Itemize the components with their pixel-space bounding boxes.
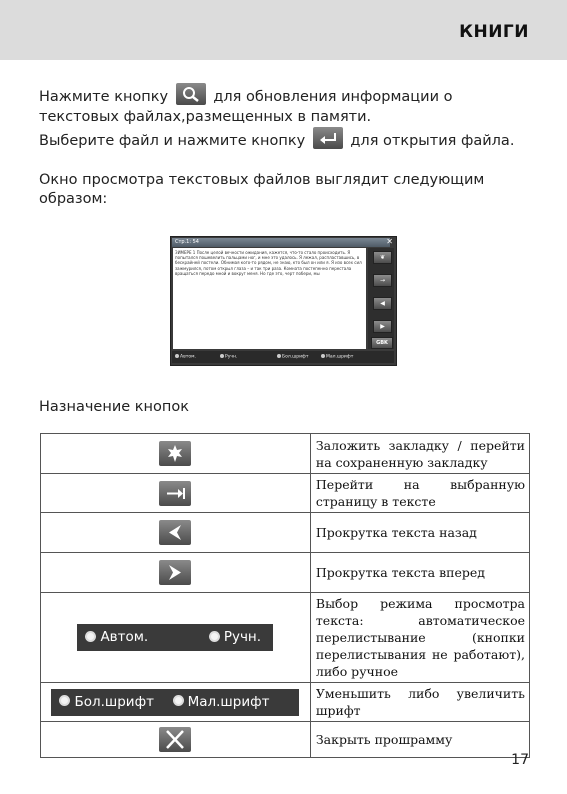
table-row <box>41 593 530 683</box>
button-description: Заложить закладку / перейти на сохраненную закладку <box>310 434 529 474</box>
viewer-text-area: ЗИМЕРЕ 1 После целой вечности ожидания, кажется, что-то стало происходить. Я попытался пошевелить пальцами ног, и мне это удалось. Я лежал, распластавшись, в бескрайней постели. Обнимая кого-то рядом, не знаю, кто был он или я. Я изо всех сил зажмурился, потом открыл глаза – и так три раза. Комната постепенно перестала вращаться передо мной и вокруг меня. Но где это, черт побери, мы <box>173 248 366 349</box>
table-row <box>41 474 530 513</box>
table-row <box>41 434 530 474</box>
table-row <box>41 722 530 758</box>
radio-big-font-icon <box>59 695 70 706</box>
intro-text: для открытия файла. <box>350 133 515 149</box>
arrow-left-icon <box>159 520 191 545</box>
enter-open-button <box>313 127 343 149</box>
manual-label: Ручн. <box>223 629 262 645</box>
bookmark-leaf-icon: ❦ <box>373 251 392 264</box>
section-title: Назначение кнопок <box>39 399 190 415</box>
table-row <box>41 513 530 553</box>
viewer-page-indicator: Стр.1: 54 <box>175 239 199 245</box>
page-number: 17 <box>511 752 529 768</box>
viewer-side-buttons <box>368 248 394 349</box>
viewer-options-bar <box>172 351 394 363</box>
auto-manual-toggle <box>77 624 273 651</box>
search-icon <box>176 83 206 105</box>
buttons-table <box>40 433 530 758</box>
intro-paragraph-open <box>39 130 529 152</box>
table-row <box>41 553 530 593</box>
close-x-icon <box>159 727 191 752</box>
intro-paragraph-viewer: Окно просмотра текстовых файлов выглядит следующим образом: <box>39 172 485 207</box>
arrow-right-icon <box>159 560 191 585</box>
intro-paragraph-refresh <box>39 86 529 127</box>
option-auto: Автом. <box>175 354 196 360</box>
table-row <box>41 683 530 722</box>
text-viewer-screenshot <box>170 236 397 366</box>
viewer-title-bar <box>172 238 390 247</box>
gbk-button: GBK <box>371 337 393 349</box>
small-font-label: Мал.шрифт <box>187 693 270 710</box>
page-header <box>0 0 567 60</box>
radio-auto-icon <box>85 631 96 642</box>
button-description: Закрыть прошрамму <box>310 722 529 758</box>
button-description: Перейти на выбранную страницу в тексте <box>310 474 529 513</box>
option-big-font: Бол.шрифт <box>277 354 309 360</box>
arrow-left-icon: ◀ <box>373 297 392 310</box>
enter-icon <box>313 127 343 149</box>
intro-text: Нажмите кнопку <box>39 89 169 105</box>
option-small-font: Мал.шрифт <box>321 354 353 360</box>
page-title: КНИГИ <box>459 22 529 42</box>
arrow-right-icon: ▶ <box>373 320 392 333</box>
search-refresh-button <box>176 83 206 105</box>
intro-text: для обновления информации о текстовых файлах,размещенных в памяти. <box>39 89 453 125</box>
goto-page-icon: → <box>373 274 392 287</box>
button-description: Выбор режима просмотра текста: автоматическое перелистывание (кнопки перелистывания не работают), либо ручное <box>310 593 529 683</box>
option-manual: Ручн. <box>220 354 237 360</box>
big-font-label: Бол.шрифт <box>74 693 154 710</box>
button-description: Прокрутка текста вперед <box>310 553 529 593</box>
radio-small-font-icon <box>173 695 184 706</box>
auto-label: Автом. <box>100 629 149 645</box>
radio-manual-icon <box>209 631 220 642</box>
font-size-toggle <box>51 689 299 716</box>
close-icon: ✕ <box>386 237 393 246</box>
bookmark-leaf-icon <box>159 441 191 466</box>
button-description: Уменьшить либо увеличить шрифт <box>310 683 529 722</box>
intro-text: Выберите файл и нажмите кнопку <box>39 133 306 149</box>
button-description: Прокрутка текста назад <box>310 513 529 553</box>
goto-page-icon <box>159 481 191 506</box>
